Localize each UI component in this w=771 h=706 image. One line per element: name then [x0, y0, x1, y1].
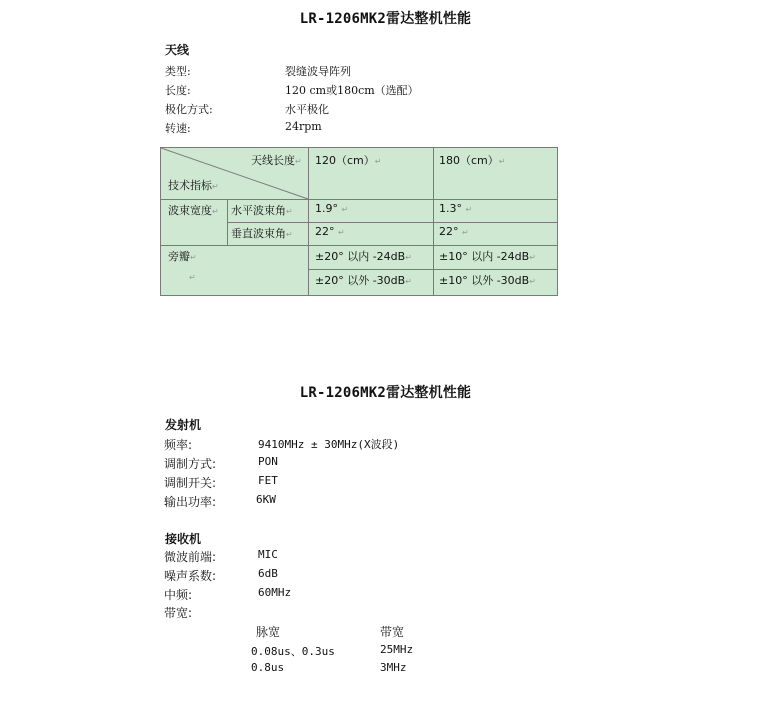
corner-tech-index: 技术指标↵: [168, 179, 219, 192]
antenna-polarization-value: 水平极化: [285, 103, 329, 116]
sidelobe-120-outside: ±20° 以外 -30dB↵: [315, 274, 412, 287]
sidelobe-empty-mark: ↵: [189, 273, 196, 282]
sidelobe-label: 旁瓣↵: [168, 250, 197, 263]
frequency-label: 频率:: [164, 438, 193, 452]
noise-figure-label: 噪声系数:: [164, 569, 217, 583]
col-header-120: 120（cm）↵: [315, 154, 382, 167]
transmitter-heading: 发射机: [165, 418, 202, 432]
horizontal-beam-120: 1.9° ↵: [315, 202, 349, 215]
antenna-type-label: 类型:: [165, 65, 191, 78]
sidelobe-180-inside: ±10° 以内 -24dB↵: [439, 250, 536, 263]
vertical-beam-120: 22° ↵: [315, 225, 345, 238]
frequency-value: 9410MHz ± 30MHz(X波段): [258, 438, 400, 451]
table-divider-h4: [308, 269, 557, 270]
page-title-2: LR-1206MK2雷达整机性能: [299, 385, 472, 401]
bandwidth-row-2: 3MHz: [380, 661, 407, 674]
pulse-width-header: 脉宽: [256, 625, 281, 639]
modulation-switch-label: 调制开关:: [164, 476, 217, 490]
table-divider-h2: [227, 222, 557, 223]
horizontal-beam-180: 1.3° ↵: [439, 202, 473, 215]
corner-antenna-length: 天线长度↵: [251, 154, 302, 167]
antenna-speed-label: 转速:: [165, 122, 191, 135]
noise-figure-value: 6dB: [258, 567, 278, 580]
horizontal-beam-label: 水平波束角↵: [231, 204, 293, 217]
antenna-length-label: 长度:: [165, 84, 191, 97]
antenna-heading: 天线: [165, 43, 190, 57]
beam-width-label: 波束宽度↵: [168, 204, 219, 217]
table-divider-h3: [161, 245, 557, 246]
bandwidth-row-1: 25MHz: [380, 643, 414, 656]
antenna-type-value: 裂缝波导阵列: [285, 65, 351, 78]
antenna-length-value: 120 cm或180cm（选配）: [285, 84, 419, 97]
output-power-label: 输出功率:: [164, 495, 217, 509]
antenna-speed-value: 24rpm: [285, 120, 322, 133]
sidelobe-120-inside: ±20° 以内 -24dB↵: [315, 250, 412, 263]
modulation-label: 调制方式:: [164, 457, 217, 471]
page-title-1: LR-1206MK2雷达整机性能: [299, 11, 472, 27]
modulation-value: PON: [258, 455, 278, 468]
receiver-heading: 接收机: [165, 532, 202, 546]
frontend-label: 微波前端:: [164, 550, 217, 564]
modulation-switch-value: FET: [258, 474, 278, 487]
output-power-value: 6KW: [256, 493, 276, 506]
if-value: 60MHz: [258, 586, 292, 599]
antenna-spec-table: [160, 147, 558, 296]
vertical-beam-label: 垂直波束角↵: [231, 227, 293, 240]
sidelobe-180-outside: ±10° 以外 -30dB↵: [439, 274, 536, 287]
pulse-width-row-2: 0.8us: [251, 661, 285, 674]
antenna-polarization-label: 极化方式:: [165, 103, 213, 116]
col-header-180: 180（cm）↵: [439, 154, 506, 167]
table-divider-h1: [161, 199, 557, 200]
vertical-beam-180: 22° ↵: [439, 225, 469, 238]
frontend-value: MIC: [258, 548, 278, 561]
bandwidth-label: 带宽:: [164, 606, 193, 620]
if-label: 中频:: [164, 588, 193, 602]
bandwidth-header: 带宽: [380, 625, 405, 639]
pulse-width-row-1: 0.08us、0.3us: [251, 645, 335, 658]
